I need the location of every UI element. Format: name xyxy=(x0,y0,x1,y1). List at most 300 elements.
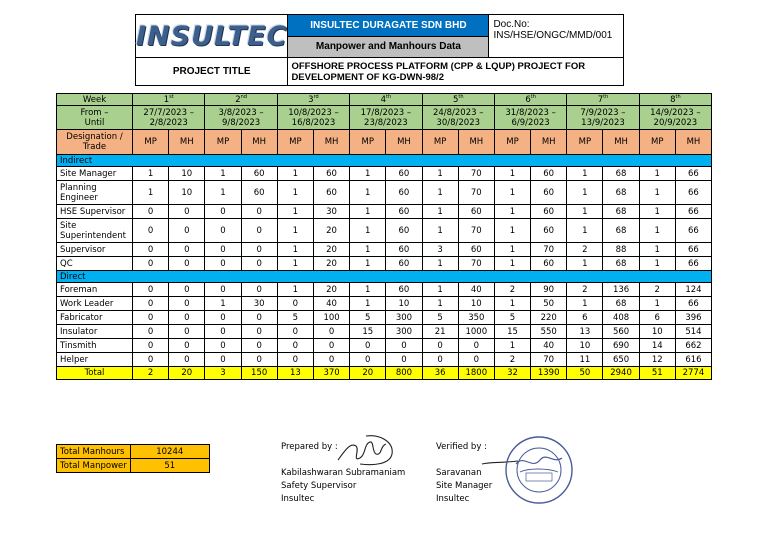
mh-cell: 0 xyxy=(169,257,205,271)
mh-cell: 0 xyxy=(458,353,494,367)
table-row xyxy=(57,311,712,325)
mh-cell: 60 xyxy=(531,205,567,219)
mh-cell: 60 xyxy=(531,257,567,271)
mh-cell: 20 xyxy=(313,243,349,257)
mp-cell: 1 xyxy=(277,167,313,181)
mh-cell: 20 xyxy=(313,257,349,271)
table-row xyxy=(57,257,712,271)
mh-cell: 60 xyxy=(386,167,422,181)
mh-cell: 60 xyxy=(458,205,494,219)
mp-cell: 2 xyxy=(639,283,675,297)
trade-name: Foreman xyxy=(57,283,133,297)
doc-number-label: Doc.No: xyxy=(493,19,530,30)
week-number-suffix: th xyxy=(385,93,392,100)
mp-header: MP xyxy=(277,130,313,155)
mp-cell: 1 xyxy=(639,181,675,205)
mh-cell: 60 xyxy=(458,243,494,257)
mh-header: MH xyxy=(675,130,711,155)
mp-cell: 12 xyxy=(639,353,675,367)
trade-name: Helper xyxy=(57,353,133,367)
mp-cell: 1 xyxy=(350,243,386,257)
mp-cell: 0 xyxy=(133,325,169,339)
total-mp-cell: 3 xyxy=(205,367,241,380)
mh-cell: 68 xyxy=(603,205,639,219)
mh-cell: 68 xyxy=(603,219,639,243)
week-from: 7/9/2023 – xyxy=(580,107,626,118)
mh-cell: 220 xyxy=(531,311,567,325)
week-number-suffix: nd xyxy=(240,93,247,100)
mh-header: MH xyxy=(603,130,639,155)
week-period xyxy=(494,106,566,130)
section-name: Indirect xyxy=(57,155,712,167)
mp-header: MP xyxy=(567,130,603,155)
mh-cell: 0 xyxy=(169,353,205,367)
mp-cell: 1 xyxy=(422,167,458,181)
verifier-role: Site Manager xyxy=(436,481,493,491)
mp-header: MP xyxy=(422,130,458,155)
mp-cell: 1 xyxy=(350,205,386,219)
week-number xyxy=(277,94,349,106)
mh-cell: 136 xyxy=(603,283,639,297)
mp-cell: 1 xyxy=(639,297,675,311)
section-name: Direct xyxy=(57,271,712,283)
mh-cell: 0 xyxy=(241,325,277,339)
total-mh-cell: 370 xyxy=(313,367,349,380)
mh-cell: 70 xyxy=(458,257,494,271)
mh-cell: 0 xyxy=(169,205,205,219)
mh-cell: 0 xyxy=(169,283,205,297)
mh-cell: 40 xyxy=(313,297,349,311)
week-number-suffix: th xyxy=(530,93,536,100)
mh-cell: 100 xyxy=(313,311,349,325)
total-mp-cell: 50 xyxy=(567,367,603,380)
mh-cell: 10 xyxy=(386,297,422,311)
summary-totals xyxy=(56,444,210,473)
week-number-suffix: th xyxy=(458,93,464,100)
mh-cell: 20 xyxy=(313,283,349,297)
table-row xyxy=(57,167,712,181)
preparer-name: Kabilashwaran Subramaniam xyxy=(281,468,406,478)
mp-cell: 1 xyxy=(422,219,458,243)
mh-cell: 88 xyxy=(603,243,639,257)
mh-cell: 60 xyxy=(313,181,349,205)
mp-cell: 6 xyxy=(639,311,675,325)
mp-header: MP xyxy=(494,130,530,155)
week-period xyxy=(422,106,494,130)
total-mh-cell: 2940 xyxy=(603,367,639,380)
period-label xyxy=(57,106,133,130)
week-number-value: 3 xyxy=(308,94,314,105)
mp-cell: 0 xyxy=(205,325,241,339)
week-period xyxy=(350,106,422,130)
mh-cell: 0 xyxy=(386,339,422,353)
mh-cell: 0 xyxy=(169,243,205,257)
mh-cell: 60 xyxy=(313,167,349,181)
total-mp-cell: 32 xyxy=(494,367,530,380)
mh-cell: 0 xyxy=(313,325,349,339)
week-number-suffix: th xyxy=(675,93,681,100)
mp-cell: 1 xyxy=(422,283,458,297)
mp-cell: 0 xyxy=(205,311,241,325)
mp-cell: 0 xyxy=(133,339,169,353)
section-row xyxy=(57,271,712,283)
mp-cell: 10 xyxy=(567,339,603,353)
mh-cell: 0 xyxy=(241,205,277,219)
week-from: 24/8/2023 – xyxy=(432,107,484,118)
mp-cell: 1 xyxy=(350,181,386,205)
week-number xyxy=(205,94,277,106)
total-manhours-label: Total Manhours xyxy=(57,445,131,459)
mp-cell: 0 xyxy=(205,205,241,219)
mp-cell: 1 xyxy=(205,297,241,311)
mp-cell: 0 xyxy=(277,297,313,311)
week-from: 14/9/2023 – xyxy=(650,107,701,118)
mp-cell: 5 xyxy=(422,311,458,325)
verifier-org: Insultec xyxy=(436,494,470,504)
mh-cell: 20 xyxy=(313,219,349,243)
week-number-value: 8 xyxy=(670,94,676,105)
mh-cell: 30 xyxy=(313,205,349,219)
week-period xyxy=(639,106,711,130)
mp-header: MP xyxy=(639,130,675,155)
week-from: 17/8/2023 – xyxy=(360,107,412,118)
mh-cell: 68 xyxy=(603,257,639,271)
mp-header: MP xyxy=(350,130,386,155)
mh-cell: 60 xyxy=(386,243,422,257)
week-from: 31/8/2023 – xyxy=(505,107,556,118)
mp-cell: 1 xyxy=(567,297,603,311)
mh-cell: 616 xyxy=(675,353,711,367)
trade-name: Site Superintendent xyxy=(57,219,133,243)
mp-cell: 0 xyxy=(422,339,458,353)
mh-cell: 50 xyxy=(531,297,567,311)
mh-cell: 1000 xyxy=(458,325,494,339)
week-number xyxy=(350,94,422,106)
trade-name: Site Manager xyxy=(57,167,133,181)
mp-cell: 2 xyxy=(494,283,530,297)
week-from: 3/8/2023 – xyxy=(218,107,264,118)
mp-cell: 11 xyxy=(567,353,603,367)
mp-cell: 1 xyxy=(133,181,169,205)
mp-cell: 0 xyxy=(350,339,386,353)
mp-cell: 10 xyxy=(639,325,675,339)
mh-cell: 10 xyxy=(458,297,494,311)
mh-cell: 0 xyxy=(241,353,277,367)
mp-cell: 0 xyxy=(205,243,241,257)
mp-cell: 2 xyxy=(494,353,530,367)
week-number-value: 2 xyxy=(235,94,241,105)
week-number-value: 1 xyxy=(163,94,170,105)
mp-cell: 1 xyxy=(350,219,386,243)
mh-cell: 40 xyxy=(531,339,567,353)
mh-cell: 560 xyxy=(603,325,639,339)
mp-cell: 0 xyxy=(277,325,313,339)
mh-cell: 0 xyxy=(241,339,277,353)
mh-cell: 70 xyxy=(458,181,494,205)
week-until: 23/8/2023 xyxy=(364,117,408,128)
mh-cell: 68 xyxy=(603,297,639,311)
mh-cell: 408 xyxy=(603,311,639,325)
total-row xyxy=(57,367,712,380)
mh-cell: 66 xyxy=(675,243,711,257)
mp-cell: 1 xyxy=(567,167,603,181)
verifier-name: Saravanan xyxy=(436,468,482,478)
designation-label: Designation / Trade xyxy=(57,130,133,155)
trade-name: Insulator xyxy=(57,325,133,339)
verified-by-label: Verified by : xyxy=(436,442,487,452)
project-title-label: PROJECT TITLE xyxy=(136,58,288,86)
mp-cell: 1 xyxy=(639,167,675,181)
mh-cell: 40 xyxy=(458,283,494,297)
mh-cell: 66 xyxy=(675,181,711,205)
doc-number: INS/HSE/ONGC/MMD/001 xyxy=(493,30,613,41)
mp-cell: 1 xyxy=(639,219,675,243)
mp-cell: 21 xyxy=(422,325,458,339)
week-number-value: 6 xyxy=(525,94,531,105)
mp-cell: 0 xyxy=(422,353,458,367)
mp-cell: 0 xyxy=(133,311,169,325)
mp-cell: 13 xyxy=(567,325,603,339)
column-header-row xyxy=(57,130,712,155)
mh-cell: 514 xyxy=(675,325,711,339)
company-name: INSULTEC DURAGATE SDN BHD xyxy=(288,15,489,37)
mh-header: MH xyxy=(386,130,422,155)
week-until: 13/9/2023 xyxy=(581,117,625,128)
mh-cell: 0 xyxy=(458,339,494,353)
section-row xyxy=(57,155,712,167)
mp-cell: 1 xyxy=(639,243,675,257)
mh-cell: 124 xyxy=(675,283,711,297)
mp-header: MP xyxy=(205,130,241,155)
mh-cell: 60 xyxy=(241,181,277,205)
mh-cell: 662 xyxy=(675,339,711,353)
week-until: 6/9/2023 xyxy=(511,117,550,128)
mp-cell: 1 xyxy=(567,257,603,271)
mh-cell: 0 xyxy=(386,353,422,367)
mp-cell: 1 xyxy=(494,167,530,181)
mp-cell: 3 xyxy=(422,243,458,257)
mp-cell: 0 xyxy=(205,353,241,367)
week-number xyxy=(494,94,566,106)
mh-cell: 0 xyxy=(313,339,349,353)
mp-cell: 1 xyxy=(567,181,603,205)
mp-cell: 5 xyxy=(350,311,386,325)
week-number xyxy=(639,94,711,106)
mp-cell: 0 xyxy=(205,339,241,353)
trade-name: Planning Engineer xyxy=(57,181,133,205)
mp-cell: 1 xyxy=(494,243,530,257)
mh-cell: 0 xyxy=(241,257,277,271)
mp-cell: 1 xyxy=(277,219,313,243)
week-from: 27/7/2023 – xyxy=(143,107,194,118)
mp-cell: 14 xyxy=(639,339,675,353)
mh-header: MH xyxy=(241,130,277,155)
week-number-value: 7 xyxy=(597,94,604,105)
mp-cell: 5 xyxy=(494,311,530,325)
mp-cell: 1 xyxy=(422,297,458,311)
mh-cell: 60 xyxy=(386,181,422,205)
mp-cell: 1 xyxy=(133,167,169,181)
mh-cell: 396 xyxy=(675,311,711,325)
mp-cell: 0 xyxy=(133,257,169,271)
mp-cell: 1 xyxy=(422,257,458,271)
mp-cell: 0 xyxy=(205,283,241,297)
mh-header: MH xyxy=(458,130,494,155)
mp-cell: 1 xyxy=(494,257,530,271)
total-mp-cell: 2 xyxy=(133,367,169,380)
mh-cell: 66 xyxy=(675,257,711,271)
mp-cell: 1 xyxy=(494,297,530,311)
week-from: 10/8/2023 – xyxy=(288,107,339,118)
mh-cell: 0 xyxy=(169,297,205,311)
prepared-by-label: Prepared by : xyxy=(281,442,338,452)
mp-cell: 15 xyxy=(494,325,530,339)
mp-cell: 15 xyxy=(350,325,386,339)
total-mp-cell: 36 xyxy=(422,367,458,380)
mh-cell: 70 xyxy=(458,219,494,243)
table-row xyxy=(57,219,712,243)
mh-cell: 690 xyxy=(603,339,639,353)
mh-cell: 650 xyxy=(603,353,639,367)
table-row xyxy=(57,243,712,257)
mh-cell: 300 xyxy=(386,311,422,325)
mh-header: MH xyxy=(313,130,349,155)
mh-header: MH xyxy=(531,130,567,155)
mp-cell: 0 xyxy=(205,219,241,243)
doc-number-cell xyxy=(489,15,624,58)
project-name: OFFSHORE PROCESS PLATFORM (CPP & LQUP) PROJECT FOR DEVELOPMENT OF KG-DWN-98/2 xyxy=(288,58,624,86)
mh-header: MH xyxy=(169,130,205,155)
mp-cell: 1 xyxy=(277,257,313,271)
mp-cell: 1 xyxy=(350,283,386,297)
mh-cell: 550 xyxy=(531,325,567,339)
week-until: 30/8/2023 xyxy=(436,117,481,128)
mh-cell: 350 xyxy=(458,311,494,325)
total-mh-cell: 1390 xyxy=(531,367,567,380)
week-until: 9/8/2023 xyxy=(221,117,261,128)
period-label-text: From – Until xyxy=(80,107,109,128)
week-period xyxy=(133,106,205,130)
mp-cell: 1 xyxy=(350,257,386,271)
trade-name: Supervisor xyxy=(57,243,133,257)
week-number-suffix: th xyxy=(603,93,609,100)
mp-cell: 0 xyxy=(133,297,169,311)
mp-cell: 1 xyxy=(205,181,241,205)
mp-cell: 1 xyxy=(277,283,313,297)
table-row xyxy=(57,297,712,311)
mp-cell: 1 xyxy=(350,167,386,181)
mh-cell: 66 xyxy=(675,297,711,311)
period-row xyxy=(57,106,712,130)
mh-cell: 70 xyxy=(458,167,494,181)
mp-cell: 2 xyxy=(567,283,603,297)
document-header xyxy=(135,14,624,86)
mp-cell: 0 xyxy=(133,219,169,243)
preparer-signature xyxy=(330,432,410,472)
mp-header: MP xyxy=(133,130,169,155)
week-until: 2/8/2023 xyxy=(149,117,188,128)
mp-cell: 0 xyxy=(350,353,386,367)
manpower-table xyxy=(56,93,712,380)
mh-cell: 0 xyxy=(169,219,205,243)
week-number xyxy=(133,94,205,106)
table-row xyxy=(57,283,712,297)
mp-cell: 1 xyxy=(277,243,313,257)
mp-cell: 0 xyxy=(277,339,313,353)
mp-cell: 0 xyxy=(277,353,313,367)
mh-cell: 0 xyxy=(169,325,205,339)
mh-cell: 60 xyxy=(531,219,567,243)
week-number xyxy=(422,94,494,106)
mp-cell: 1 xyxy=(639,205,675,219)
mh-cell: 60 xyxy=(386,205,422,219)
week-label: Week xyxy=(57,94,133,106)
mh-cell: 30 xyxy=(241,297,277,311)
mp-cell: 1 xyxy=(494,181,530,205)
mh-cell: 0 xyxy=(241,283,277,297)
week-number-suffix: st xyxy=(169,93,174,100)
mp-cell: 1 xyxy=(422,181,458,205)
total-mh-cell: 150 xyxy=(241,367,277,380)
table-row xyxy=(57,205,712,219)
table-row xyxy=(57,353,712,367)
mh-cell: 70 xyxy=(531,243,567,257)
mh-cell: 60 xyxy=(241,167,277,181)
table-row xyxy=(57,339,712,353)
mp-cell: 1 xyxy=(639,257,675,271)
mp-cell: 1 xyxy=(567,219,603,243)
mh-cell: 66 xyxy=(675,205,711,219)
week-period xyxy=(567,106,639,130)
logo-text: INSULTEC xyxy=(136,20,288,52)
week-row xyxy=(57,94,712,106)
mh-cell: 68 xyxy=(603,181,639,205)
trade-name: Tinsmith xyxy=(57,339,133,353)
table-row xyxy=(57,181,712,205)
mh-cell: 10 xyxy=(169,167,205,181)
mh-cell: 66 xyxy=(675,219,711,243)
mh-cell: 66 xyxy=(675,167,711,181)
mp-cell: 2 xyxy=(567,243,603,257)
mp-cell: 0 xyxy=(205,257,241,271)
week-period xyxy=(277,106,349,130)
total-manpower-label: Total Manpower xyxy=(57,459,131,473)
mp-cell: 1 xyxy=(277,181,313,205)
mp-cell: 1 xyxy=(494,219,530,243)
week-until: 16/8/2023 xyxy=(291,117,336,128)
mh-cell: 0 xyxy=(241,243,277,257)
total-mp-cell: 51 xyxy=(639,367,675,380)
total-mp-cell: 13 xyxy=(277,367,313,380)
mh-cell: 90 xyxy=(531,283,567,297)
week-number xyxy=(567,94,639,106)
total-mp-cell: 20 xyxy=(350,367,386,380)
trade-name: QC xyxy=(57,257,133,271)
mp-cell: 6 xyxy=(567,311,603,325)
company-logo xyxy=(136,15,288,58)
trade-name: HSE Supervisor xyxy=(57,205,133,219)
preparer-role: Safety Supervisor xyxy=(281,481,357,491)
week-number-suffix: rd xyxy=(313,93,319,100)
total-mh-cell: 20 xyxy=(169,367,205,380)
mh-cell: 0 xyxy=(169,311,205,325)
total-label: Total xyxy=(57,367,133,380)
verified-by-block xyxy=(436,441,492,506)
mp-cell: 0 xyxy=(133,353,169,367)
mp-cell: 1 xyxy=(350,297,386,311)
mh-cell: 68 xyxy=(603,167,639,181)
mp-cell: 1 xyxy=(567,205,603,219)
